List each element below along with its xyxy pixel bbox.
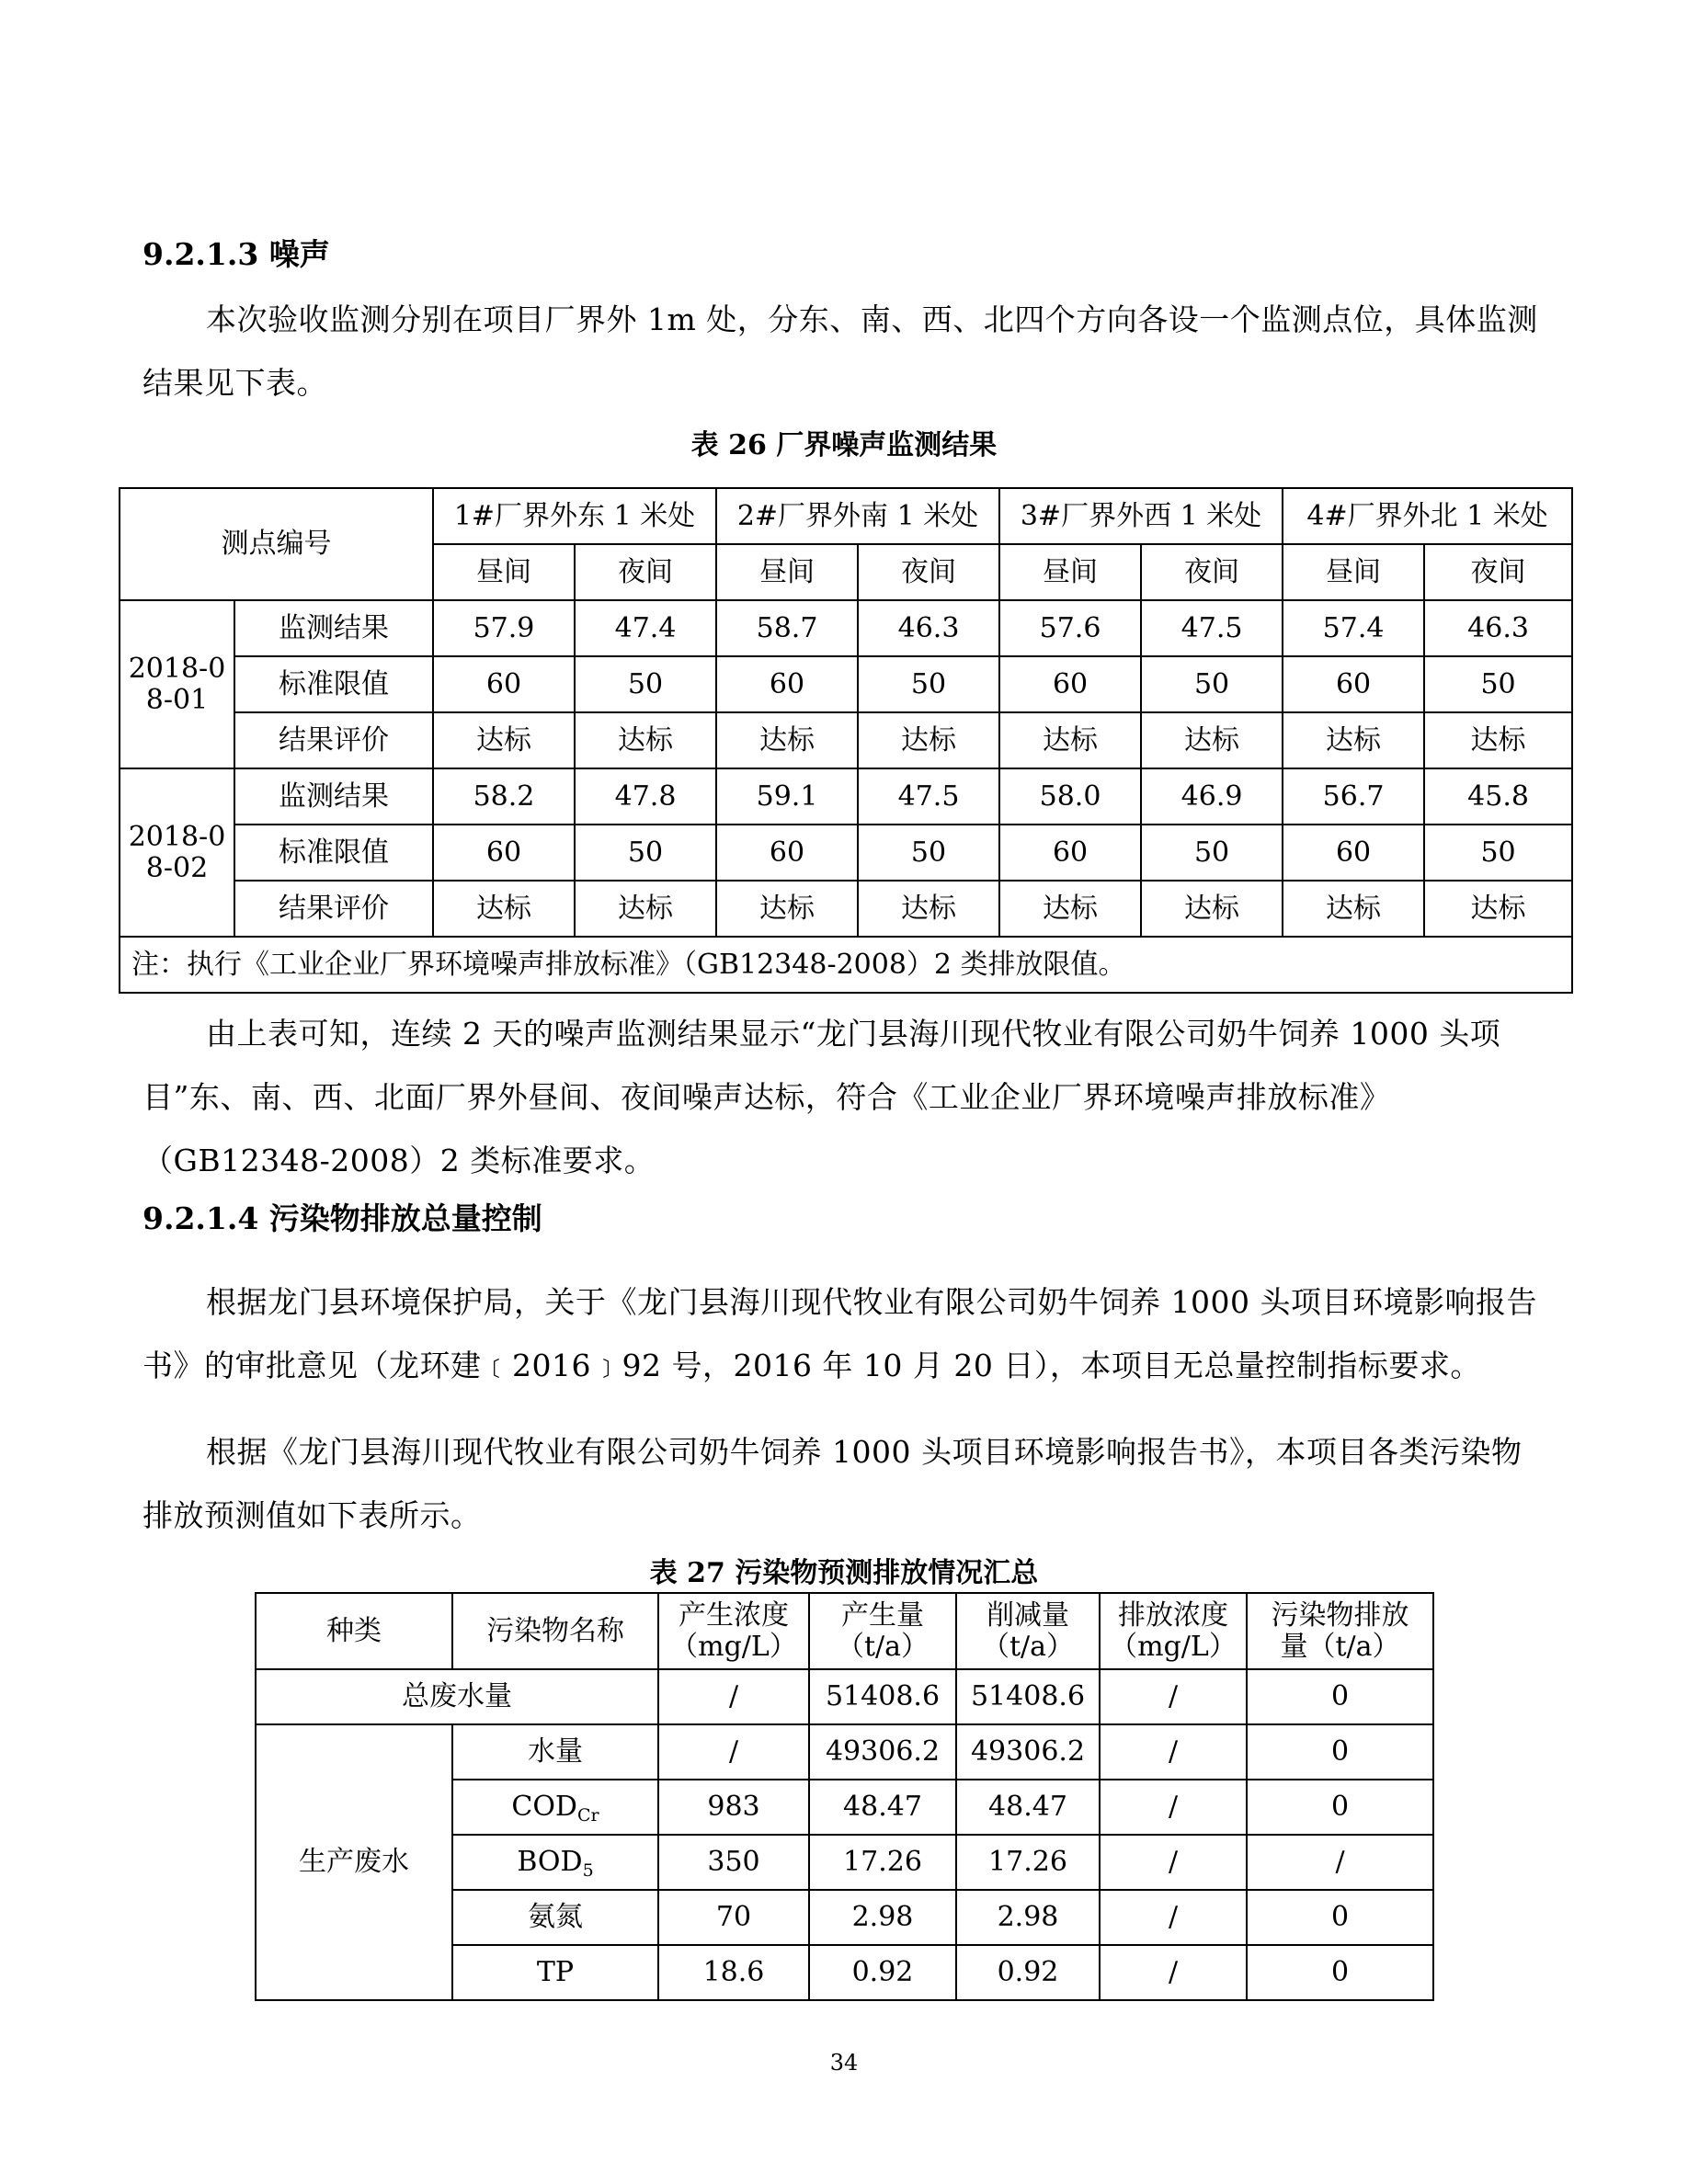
value-cell: 60: [999, 825, 1141, 881]
date-cell: 2018-0 8-01: [120, 600, 234, 768]
value-cell: /: [1100, 1669, 1247, 1724]
value-cell: 46.3: [858, 600, 999, 656]
value-cell: 50: [575, 656, 716, 712]
value-cell: 47.8: [575, 768, 716, 825]
value-cell: 60: [1283, 825, 1424, 881]
noise-table-body: [120, 488, 1572, 993]
value-cell: 46.9: [1141, 768, 1283, 825]
paragraph-noise-intro: 本次验收监测分别在项目厂界外 1m 处，分东、南、西、北四个方向各设一个监测点位，具体监测结果见下表。: [143, 301, 1538, 401]
value-cell: /: [1100, 1890, 1247, 1945]
value-cell: 0: [1247, 1724, 1433, 1780]
value-cell: 983: [658, 1780, 809, 1835]
value-cell: /: [1100, 1835, 1247, 1890]
table-row: [120, 768, 1572, 825]
value-cell: 达标: [716, 881, 858, 937]
row-label-cell: 标准限值: [234, 656, 433, 712]
value-cell: 57.6: [999, 600, 1141, 656]
value-cell: 达标: [1424, 881, 1572, 937]
value-cell: 达标: [575, 712, 716, 768]
value-cell: 0: [1247, 1945, 1433, 2000]
value-cell: /: [1100, 1780, 1247, 1835]
paragraph-noise-conclusion: 由上表可知，连续 2 天的噪声监测结果显示“龙门县海川现代牧业有限公司奶牛饲养 1000 头项目”东、南、西、北面厂界外昼间、夜间噪声达标，符合《工业企业厂界环境噪声排放标准》（GB12348-2008）2 类标准要求。: [143, 1016, 1501, 1178]
value-cell: 达标: [858, 881, 999, 937]
row-label-cell: 监测结果: [234, 600, 433, 656]
table-header-row: [120, 488, 1572, 544]
value-cell: 48.47: [809, 1780, 956, 1835]
pollutant-table: [255, 1592, 1434, 2001]
date-cell: 2018-0 8-02: [120, 768, 234, 937]
paragraph-total-approval: 根据龙门县环境保护局，关于《龙门县海川现代牧业有限公司奶牛饲养 1000 头项目环境影响报告书》的审批意见（龙环建﹝2016﹞92 号，2016 年 10 月 20 日），本项目无总量控制指标要求。: [143, 1284, 1537, 1383]
noise-table: [119, 487, 1573, 994]
section-heading-total: 9.2.1.4 污染物排放总量控制: [143, 1200, 542, 1236]
value-cell: 58.7: [716, 600, 858, 656]
value-cell: 57.4: [1283, 600, 1424, 656]
header-cell: 昼间: [716, 544, 858, 600]
value-cell: 59.1: [716, 768, 858, 825]
header-cell: 测点编号: [120, 488, 433, 600]
header-cell: 种类: [256, 1593, 452, 1669]
value-cell: 17.26: [956, 1835, 1100, 1890]
value-cell: 50: [1141, 656, 1283, 712]
pollutant-name-cell: $COD_{Cr}$: [452, 1780, 658, 1835]
value-cell: 49306.2: [956, 1724, 1100, 1780]
row-label-cell: 结果评价: [234, 881, 433, 937]
value-cell: 60: [716, 825, 858, 881]
value-cell: 350: [658, 1835, 809, 1890]
value-cell: 达标: [1141, 881, 1283, 937]
value-cell: 60: [433, 656, 575, 712]
header-cell: 产生浓度 （mg/L）: [658, 1593, 809, 1669]
value-cell: /: [658, 1669, 809, 1724]
value-cell: 18.6: [658, 1945, 809, 2000]
value-cell: 达标: [575, 881, 716, 937]
value-cell: 2.98: [809, 1890, 956, 1945]
value-cell: /: [1100, 1724, 1247, 1780]
header-cell: 昼间: [999, 544, 1141, 600]
value-cell: 达标: [433, 881, 575, 937]
table-note: 注：执行《工业企业厂界环境噪声排放标准》（GB12348-2008）2 类排放限值。: [120, 937, 1572, 993]
table-row: [256, 1669, 1433, 1724]
value-cell: 0.92: [956, 1945, 1100, 2000]
value-cell: 60: [433, 825, 575, 881]
value-cell: 0: [1247, 1780, 1433, 1835]
value-cell: 达标: [433, 712, 575, 768]
value-cell: 50: [1424, 656, 1572, 712]
value-cell: 17.26: [809, 1835, 956, 1890]
table-note-row: [120, 937, 1572, 993]
value-cell: 达标: [999, 712, 1141, 768]
pollutant-name-cell: 水量: [452, 1724, 658, 1780]
table-row: [120, 825, 1572, 881]
value-cell: 50: [1141, 825, 1283, 881]
paragraph-total-forecast: 根据《龙门县海川现代牧业有限公司奶牛饲养 1000 头项目环境影响报告书》，本项目各类污染物排放预测值如下表所示。: [143, 1434, 1523, 1533]
header-cell: 2#厂界外南 1 米处: [716, 488, 999, 544]
header-cell: 排放浓度 （mg/L）: [1100, 1593, 1247, 1669]
value-cell: 达标: [1141, 712, 1283, 768]
header-cell: 1#厂界外东 1 米处: [433, 488, 716, 544]
table-caption-noise: 表 26 厂界噪声监测结果: [690, 429, 998, 461]
value-cell: 50: [1424, 825, 1572, 881]
header-cell: 昼间: [433, 544, 575, 600]
value-cell: 70: [658, 1890, 809, 1945]
table-caption-pollutant: 表 27 污染物预测排放情况汇总: [649, 1557, 1039, 1589]
header-cell: 产生量 （t/a）: [809, 1593, 956, 1669]
value-cell: 48.47: [956, 1780, 1100, 1835]
subscript: Cr: [576, 1805, 599, 1826]
value-cell: 60: [1283, 656, 1424, 712]
table-row: [120, 656, 1572, 712]
value-cell: /: [1247, 1835, 1433, 1890]
value-cell: 达标: [1424, 712, 1572, 768]
value-cell: 57.9: [433, 600, 575, 656]
header-cell: 污染物排放 量（t/a）: [1247, 1593, 1433, 1669]
pollutant-table-body: [256, 1593, 1433, 2000]
value-cell: 0: [1247, 1669, 1433, 1724]
table-row: [120, 881, 1572, 937]
value-cell: 达标: [1283, 712, 1424, 768]
table-header-row: [256, 1593, 1433, 1669]
value-cell: 50: [858, 825, 999, 881]
value-cell: 45.8: [1424, 768, 1572, 825]
row-label-cell: 结果评价: [234, 712, 433, 768]
value-cell: 达标: [999, 881, 1141, 937]
value-cell: 50: [858, 656, 999, 712]
pollutant-name-cell: 氨氮: [452, 1890, 658, 1945]
header-cell: 削减量 （t/a）: [956, 1593, 1100, 1669]
row-label-cell: 标准限值: [234, 825, 433, 881]
table-row: [256, 1724, 1433, 1780]
pollutant-name-cell: $BOD_5$: [452, 1835, 658, 1890]
value-cell: 56.7: [1283, 768, 1424, 825]
header-cell: 昼间: [1283, 544, 1424, 600]
table-row: [120, 712, 1572, 768]
value-cell: 49306.2: [809, 1724, 956, 1780]
row-label-cell: 总废水量: [256, 1669, 658, 1724]
value-cell: 47.5: [1141, 600, 1283, 656]
value-cell: 46.3: [1424, 600, 1572, 656]
page-number: 34: [829, 2050, 859, 2076]
value-cell: 50: [575, 825, 716, 881]
group-label-cell: 生产废水: [256, 1724, 452, 2000]
value-cell: 58.2: [433, 768, 575, 825]
value-cell: 0: [1247, 1890, 1433, 1945]
section-heading-noise: 9.2.1.3 噪声: [143, 236, 330, 272]
subscript: 5: [582, 1860, 594, 1881]
value-cell: 达标: [858, 712, 999, 768]
value-cell: 47.4: [575, 600, 716, 656]
value-cell: /: [1100, 1945, 1247, 2000]
pollutant-name-cell: TP: [452, 1945, 658, 2000]
value-cell: /: [658, 1724, 809, 1780]
value-cell: 达标: [1283, 881, 1424, 937]
header-cell: 污染物名称: [452, 1593, 658, 1669]
value-cell: 2.98: [956, 1890, 1100, 1945]
value-cell: 60: [999, 656, 1141, 712]
header-cell: 夜间: [1424, 544, 1572, 600]
header-cell: 3#厂界外西 1 米处: [999, 488, 1283, 544]
row-label-cell: 监测结果: [234, 768, 433, 825]
header-cell: 4#厂界外北 1 米处: [1283, 488, 1572, 544]
header-cell: 夜间: [575, 544, 716, 600]
header-cell: 夜间: [1141, 544, 1283, 600]
value-cell: 0.92: [809, 1945, 956, 2000]
value-cell: 60: [716, 656, 858, 712]
value-cell: 达标: [716, 712, 858, 768]
value-cell: 51408.6: [809, 1669, 956, 1724]
value-cell: 51408.6: [956, 1669, 1100, 1724]
header-cell: 夜间: [858, 544, 999, 600]
table-row: [120, 600, 1572, 656]
value-cell: 58.0: [999, 768, 1141, 825]
value-cell: 47.5: [858, 768, 999, 825]
